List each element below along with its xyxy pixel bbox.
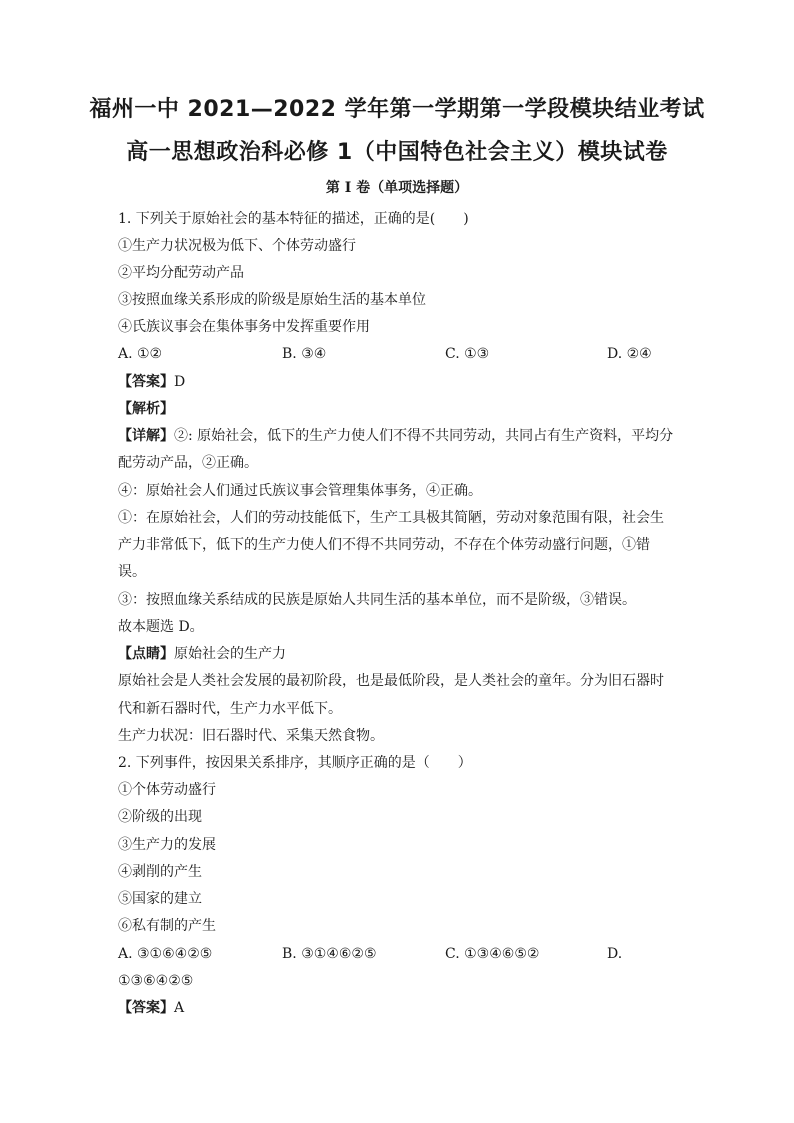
detail-text: ②: 原始社会，低下的生产力使人们不得不共同劳动，共同占有生产资料，平均分 — [174, 428, 674, 444]
point-label: 【点睛】 — [118, 646, 174, 662]
q2-option-a: A. ③①⑥④②⑤ — [118, 946, 213, 962]
q1-item-4: ④氏族议事会在集体事务中发挥重要作用 — [118, 319, 370, 335]
q1-point-heading — [118, 643, 683, 665]
q1-item-3: ③按照血缘关系形成的阶级是原始生活的基本单位 — [118, 292, 426, 308]
exam-title: 福州一中 2021—2022 学年第一学期第一学段模块结业考试 — [89, 97, 705, 122]
q2-item-2: ②阶级的出现 — [118, 809, 202, 825]
answer-value: D — [174, 374, 186, 390]
q1-detail-line-8: 故本题选 D。 — [118, 619, 204, 635]
q1-option-b: B. ③④ — [282, 346, 327, 362]
q1-item-2: ②平均分配劳动产品 — [118, 265, 244, 281]
answer-value: A — [174, 1000, 185, 1016]
q1-detail-line-5: 产力非常低下，低下的生产力使人们不得不共同劳动，不存在个体劳动盛行问题，①错 — [118, 537, 650, 553]
q1-option-a: A. ①② — [118, 346, 163, 362]
q1-point-line-3: 生产力状况：旧石器时代、采集天然食物。 — [118, 728, 384, 744]
q2-item-5: ⑤国家的建立 — [118, 891, 202, 907]
q1-detail-line-3: ④：原始社会人们通过氏族议事会管理集体事务，④正确。 — [118, 483, 482, 499]
answer-label: 【答案】 — [118, 374, 174, 390]
q1-detail-line-1 — [118, 425, 683, 447]
section-heading: 第 I 卷（单项选择题） — [325, 180, 469, 196]
q2-answer — [118, 997, 683, 1019]
answer-label: 【答案】 — [118, 1000, 174, 1016]
q1-stem: 1. 下列关于原始社会的基本特征的描述，正确的是( ) — [118, 211, 469, 227]
q2-option-c: C. ①③④⑥⑤② — [445, 946, 540, 962]
q1-point-line-1: 原始社会是人类社会发展的最初阶段，也是最低阶段，是人类社会的童年。分为旧石器时 — [118, 673, 664, 689]
q1-detail-line-7: ③：按照血缘关系结成的民族是原始人共同生活的基本单位，而不是阶级，③错误。 — [118, 592, 636, 608]
q1-analysis-label — [118, 398, 683, 420]
q2-item-4: ④剥削的产生 — [118, 864, 202, 880]
q2-item-1: ①个体劳动盛行 — [118, 782, 216, 798]
q1-answer — [118, 371, 683, 393]
q2-stem: 2. 下列事件，按因果关系排序，其顺序正确的是（ ） — [118, 755, 472, 771]
q1-point-line-2: 代和新石器时代，生产力水平低下。 — [118, 701, 342, 717]
point-title: 原始社会的生产力 — [174, 646, 286, 662]
q2-item-6: ⑥私有制的产生 — [118, 918, 216, 934]
q1-detail-line-6: 误。 — [118, 564, 146, 580]
q1-option-d: D. ②④ — [607, 346, 652, 362]
q1-detail-line-2: 配劳动产品，②正确。 — [118, 455, 258, 471]
q2-option-d: D. — [607, 946, 623, 962]
analysis-label: 【解析】 — [118, 401, 174, 417]
q2-item-3: ③生产力的发展 — [118, 837, 216, 853]
q1-option-c: C. ①③ — [445, 346, 490, 362]
detail-label: 【详解】 — [118, 428, 174, 444]
q1-detail-line-4: ①：在原始社会，人们的劳动技能低下，生产工具极其简陋，劳动对象范围有限，社会生 — [118, 510, 664, 526]
q2-option-b: B. ③①④⑥②⑤ — [282, 946, 377, 962]
paper-subtitle: 高一思想政治科必修 1（中国特色社会主义）模块试卷 — [126, 140, 668, 165]
q2-option-d-wrap: ①③⑥④②⑤ — [118, 973, 194, 989]
q1-item-1: ①生产力状况极为低下、个体劳动盛行 — [118, 238, 356, 254]
